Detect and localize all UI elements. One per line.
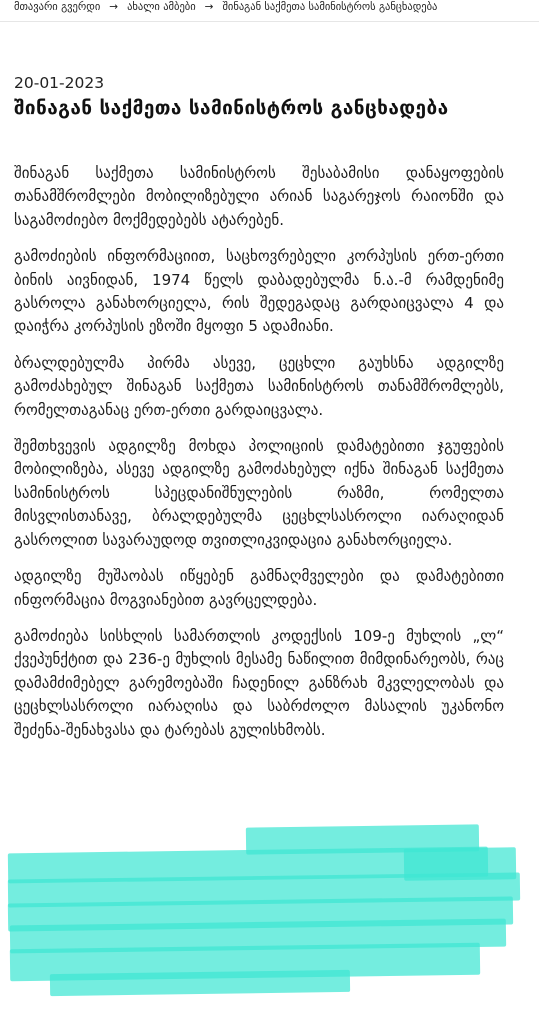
highlight-stroke [10,943,480,982]
breadcrumb-arrow-icon: → [204,1,214,13]
article-paragraph: ადგილზე მუშაობას იწყებენ გამნაღმველები და დამატებითი ინფორმაცია მოგვიანებით გავრცელდება. [14,567,504,609]
article-paragraph: გამოძიების ინფორმაციით, საცხოვრებელი კორპუსის ერთ-ერთი ბინის აივნიდან, 1974 წელს დაბადებულმა ნ.ა.-მ რამდენიმე გასროლა განახორციელა, რის შედეგადაც გარდაიცვალა 4 და დაიჭრა კორპუსის ეზოში მყოფი 5 ადამიანი. [14,247,504,336]
article-paragraph: შემთხვევის ადგილზე მოხდა პოლიციის დამატებითი ჯგუფების მობილიზება, ასევე ადგილზე გამოძახებულ იქნა შინაგან საქმეთა სამინისტროს სპეცდანიშნულების რაზმი, რომელთა მისვლისთანავე, ბრალდებულმა ცეცხლსასროლი იარაღიდან გასროლით სავარაუდოდ თვითლიკვიდაცია განახორციელა. [14,437,504,549]
header-divider [0,21,539,22]
breadcrumb-home-link[interactable]: მთავარი გვერდი [14,1,101,13]
breadcrumb-news-link[interactable]: ახალი ამბები [127,1,196,13]
highlight-stroke [8,872,520,907]
highlight-stroke [10,919,506,954]
highlight-stroke [8,847,488,884]
article-paragraph: შინაგან საქმეთა სამინისტროს შესაბამისი დანაყოფების თანამშრომლები მობილიზებული არიან საგარეჯოს რაიონში და საგამოძიებო მოქმედებებს ატარებენ. [14,164,504,229]
article-date: 20-01-2023 [14,74,105,92]
highlight-stroke [50,970,350,996]
breadcrumb-arrow-icon: → [109,1,119,13]
highlight-stroke [246,824,479,854]
article-body [14,162,504,755]
highlight-stroke [404,847,516,881]
article-paragraph: გამოძიება სისხლის სამართლის კოდექსის 109-ე მუხლის „ლ“ ქვეპუნქტით და 236-ე მუხლის მესამე ნაწილით მიმდინარეობს, რაც დამამძიმებელ გარემოებაში ჩადენილ განზრახ მკვლელობას და ცეცხლსასროლი იარაღისა და საბრძოლო მასალის უკანონო შეძენა-შენახვასა და ტარებას გულისხმობს. [14,626,504,739]
article-paragraph: ბრალდებულმა პირმა ასევე, ცეცხლი გაუხსნა ადგილზე გამოძახებულ შინაგან საქმეთა სამინისტროს თანამშრომლებს, რომელთაგანაც ერთ-ერთი გარდაიცვალა. [14,353,504,419]
highlight-stroke [8,896,513,931]
breadcrumb [14,0,534,16]
article-title: შინაგან საქმეთა სამინისტროს განცხადება [14,97,449,119]
breadcrumb-current: შინაგან საქმეთა სამინისტროს განცხადება [222,1,438,13]
